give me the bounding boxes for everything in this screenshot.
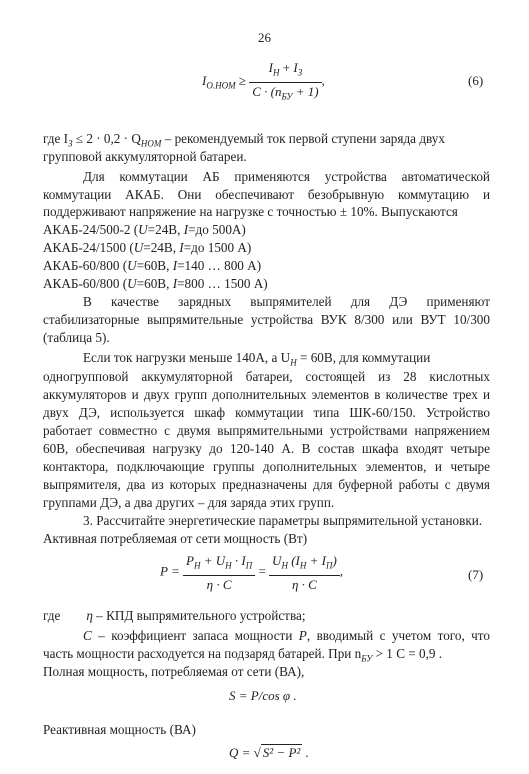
paragraph-line: где η – КПД выпрямительного устройства; — [43, 608, 306, 623]
equation-6: $I_{О.НОМ}$ ≥ $\frac{I_Н + I_З}{C \cdot (n_{БУ} + 1)}$ , — [202, 59, 325, 105]
equation-6-fraction: $\frac{I_Н + I_З}{C \cdot (n_{БУ} + 1)}$ — [249, 59, 321, 105]
paragraph-line: 60В, обеспечивая нагрузку до 120-140 А. В состав шкафа входят четыре — [43, 441, 490, 456]
paragraph-line: коммутации АКАБ. Они обеспечивают безобрывную коммутацию и — [43, 187, 490, 202]
paragraph-line: Если ток нагрузки меньше 140А, а $U_Н = 60В$, для коммутации — [83, 350, 431, 368]
paragraph-line: 3. Рассчитайте энергетические параметры выпрямительной установки. — [83, 513, 483, 528]
paragraph-line: групповой аккумуляторной батареи. — [43, 149, 247, 164]
paragraph-line: выпрямителя, два из которых предназначены для буферной работы с двумя — [43, 477, 490, 492]
paragraph-line: контактора, подключающие группы дополнительных элементов, и четыре — [43, 459, 490, 474]
equation-7: P = $\frac{P_Н + U_Н \cdot I_П}{\eta \cdot C}$ = $\frac{U_Н (I_Н + I_П)}{\eta \cdot C}$ , — [160, 553, 344, 592]
paragraph-line: Для коммутации АБ применяются устройства автоматической — [83, 169, 490, 184]
paragraph-line: аккумуляторов и двух групп дополнительных элементов в количестве трех и — [43, 387, 490, 402]
akab-item: АКАБ-24/500-2 (U=24В, I=до 500А) — [43, 222, 246, 237]
equation-7-fraction-2: $\frac{U_Н (I_Н + I_П)}{\eta \cdot C}$ — [269, 552, 340, 593]
paragraph-line: группами ДЭ, а два других – для заряда этих групп. — [43, 495, 335, 510]
page-number: 26 — [258, 30, 271, 45]
paragraph-line: Реактивная мощность (ВА) — [43, 722, 196, 737]
paragraph-line: часть мощности расходуется на подзаряд батарей. При $n_{БУ} > 1$ C = 0,9 . — [43, 646, 443, 664]
paragraph-line: Активная потребляемая от сети мощность (Вт) — [43, 531, 308, 546]
equation-reactive-power: Q = √ S² − P² . — [229, 745, 309, 760]
equation-apparent-power: S = P/cos φ . — [229, 688, 297, 703]
paragraph-line: стабилизаторные выпрямительные устройства ВУК 8/300 или ВУТ 10/300 — [43, 312, 490, 327]
paragraph-line: двух ДЭ, используется шкаф коммутации типа ШК-60/150. Устройство — [43, 405, 490, 420]
paragraph-line: работает совместно с двумя выпрямительными устройствами напряжением — [43, 423, 490, 438]
paragraph-line: где $I_З \le 2 \cdot 0,2 \cdot Q_{НОМ}$ – рекомендуемый ток первой ступени заряда двух — [43, 131, 445, 149]
akab-item: АКАБ-60/800 (U=60В, I=800 … 1500 А) — [43, 276, 268, 291]
akab-item: АКАБ-24/1500 (U=24В, I=до 1500 А) — [43, 240, 252, 255]
equation-7-number: (7) — [468, 567, 484, 582]
paragraph-line: (таблица 5). — [43, 330, 110, 345]
paragraph-line: C – коэффициент запаса мощности P, вводимый с учетом того, что — [83, 628, 490, 643]
paragraph-line: поддерживают напряжение на нагрузке с точностью ± 10%. Выпускаются — [43, 204, 458, 219]
paragraph-line: В качестве зарядных выпрямителей для ДЭ применяют — [83, 294, 490, 309]
equation-6-number: (6) — [468, 73, 484, 88]
paragraph-line: одногрупповой аккумуляторной батареи, состоящей из 28 кислотных — [43, 369, 490, 384]
paragraph-line: Полная мощность, потребляемая от сети (ВА), — [43, 664, 305, 679]
equation-7-fraction-1: $\frac{P_Н + U_Н \cdot I_П}{\eta \cdot C}$ — [183, 552, 255, 593]
akab-item: АКАБ-60/800 (U=60В, I=140 … 800 А) — [43, 258, 262, 273]
